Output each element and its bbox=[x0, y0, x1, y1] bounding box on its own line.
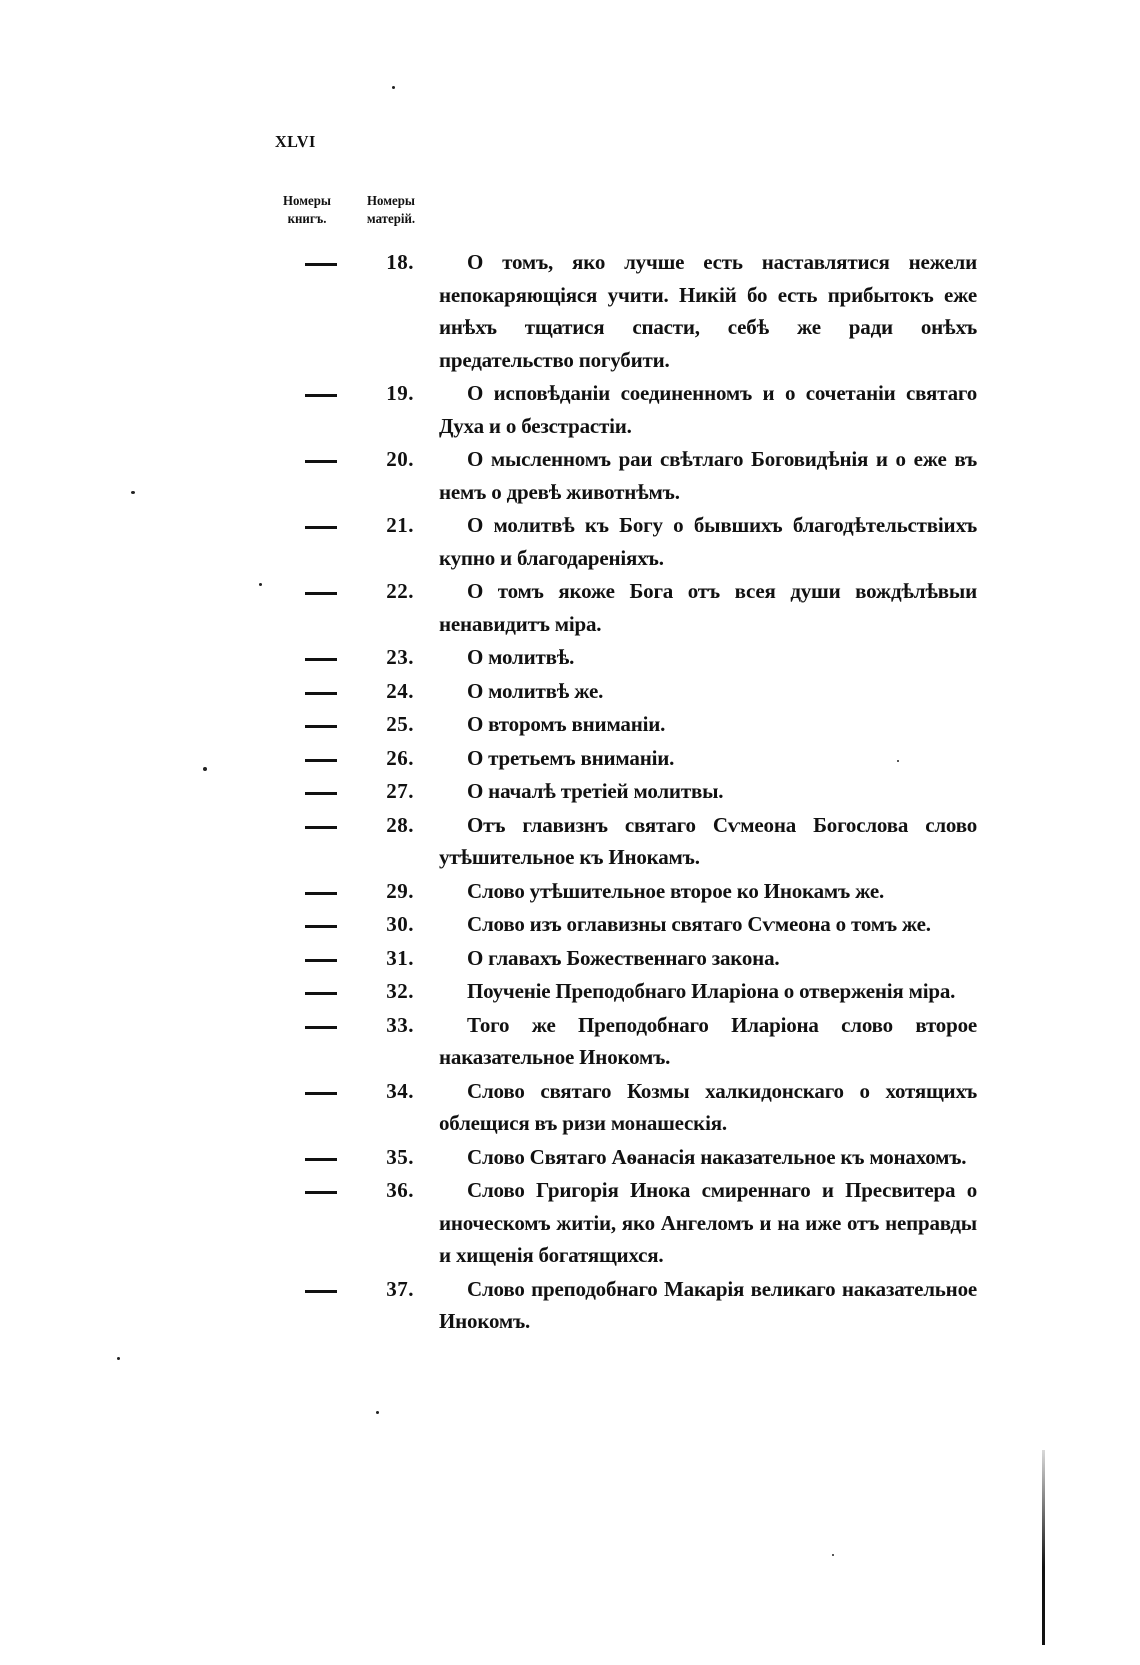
book-dash bbox=[305, 377, 337, 410]
entry-title: Слово Григорія Инока смиреннаго и Пресвитера о иноческомъ житіи, яко Ангеломъ и на иже отъ неправды и хищенія богатящихся. bbox=[439, 1178, 977, 1267]
entry-number: 34. bbox=[386, 1078, 414, 1103]
contents-entry bbox=[0, 641, 1140, 674]
entry-number: 33. bbox=[386, 1012, 414, 1037]
entry-number: 18. bbox=[386, 250, 414, 274]
contents-entry bbox=[0, 1141, 1140, 1174]
contents-entry bbox=[0, 1075, 1140, 1140]
contents-entry bbox=[0, 443, 1140, 508]
scan-speck bbox=[376, 1411, 379, 1414]
contents-list bbox=[0, 246, 1140, 1339]
contents-entry bbox=[0, 875, 1140, 908]
contents-entry bbox=[0, 1009, 1140, 1074]
book-dash bbox=[305, 1009, 337, 1042]
book-dash bbox=[305, 1273, 337, 1306]
contents-entry bbox=[0, 509, 1140, 574]
entry-title: О молитвѣ же. bbox=[467, 678, 604, 703]
entry-title: О главахъ Божественнаго закона. bbox=[467, 945, 780, 970]
column-header-books-line1: Номеры bbox=[283, 194, 331, 209]
scan-speck bbox=[117, 1357, 120, 1360]
book-dash bbox=[305, 875, 337, 908]
entry-number: 32. bbox=[386, 979, 414, 1003]
book-dash bbox=[305, 942, 337, 975]
entry-title: О исповѣданіи соединенномъ и о сочетаніи святаго Духа и о безстрастіи. bbox=[439, 381, 977, 438]
book-dash bbox=[305, 1075, 337, 1108]
page-edge-line bbox=[1042, 1450, 1045, 1645]
entry-number: 37. bbox=[386, 1276, 414, 1301]
contents-entry bbox=[0, 675, 1140, 708]
entry-number: 31. bbox=[386, 945, 414, 970]
book-dash bbox=[305, 509, 337, 542]
book-dash bbox=[305, 775, 337, 808]
contents-entry bbox=[0, 975, 1140, 1008]
entry-number: 26. bbox=[386, 745, 414, 770]
entry-title: О молитвѣ къ Богу о бывшихъ благодѣтельствіихъ купно и благодареніяхъ. bbox=[439, 513, 977, 570]
entry-number: 29. bbox=[386, 878, 414, 903]
column-header-books-line2: книгъ. bbox=[287, 212, 327, 227]
book-dash bbox=[305, 1141, 337, 1174]
entry-number: 21. bbox=[386, 513, 414, 537]
page-number: XLVI bbox=[275, 132, 316, 151]
entry-title: О началѣ третіей молитвы. bbox=[467, 779, 724, 803]
entry-number: 25. bbox=[386, 712, 414, 736]
entry-title: Отъ главизнъ святаго Сѵмеона Богослова слово утѣшительное къ Инокамъ. bbox=[439, 812, 977, 869]
contents-entry bbox=[0, 809, 1140, 874]
contents-entry bbox=[0, 908, 1140, 941]
book-dash bbox=[305, 1174, 337, 1207]
entry-number: 24. bbox=[386, 678, 414, 703]
scan-speck bbox=[832, 1554, 834, 1556]
entry-title: О второмъ вниманіи. bbox=[467, 712, 666, 736]
entry-number: 22. bbox=[386, 579, 414, 603]
contents-entry bbox=[0, 742, 1140, 775]
entry-number: 28. bbox=[386, 812, 414, 837]
contents-entry bbox=[0, 775, 1140, 808]
book-dash bbox=[305, 742, 337, 775]
book-dash bbox=[305, 708, 337, 741]
contents-entry bbox=[0, 942, 1140, 975]
entry-title: Того же Преподобнаго Иларіона слово второе наказательное Инокомъ. bbox=[439, 1012, 977, 1069]
entry-title: О томъ якоже Бога отъ всея души вождѣлѣвыи ненавидитъ міра. bbox=[439, 579, 977, 636]
contents-entry bbox=[0, 575, 1140, 640]
entry-number: 23. bbox=[386, 645, 414, 669]
entry-title: Слово преподобнаго Макарія великаго наказательное Инокомъ. bbox=[439, 1276, 977, 1333]
entry-number: 36. bbox=[386, 1178, 414, 1202]
entry-title: О молитвѣ. bbox=[467, 645, 575, 669]
book-dash bbox=[305, 575, 337, 608]
entry-number: 35. bbox=[386, 1144, 414, 1169]
entry-title: Слово Святаго Аѳанасія наказательное къ монахомъ. bbox=[467, 1144, 967, 1169]
contents-entry bbox=[0, 1273, 1140, 1338]
column-header-matters bbox=[358, 193, 424, 229]
column-header-matters-line2: матерій. bbox=[366, 212, 416, 227]
entry-title: О мысленномъ раи свѣтлаго Боговидѣнія и о еже въ немъ о древѣ животнѣмъ. bbox=[439, 447, 977, 504]
column-header-matters-line1: Номеры bbox=[367, 194, 415, 209]
book-dash bbox=[305, 908, 337, 941]
scan-speck bbox=[392, 86, 395, 89]
entry-number: 30. bbox=[386, 912, 414, 936]
entry-title: О третьемъ вниманіи. bbox=[467, 745, 675, 770]
book-dash bbox=[305, 675, 337, 708]
entry-title: Слово святаго Козмы халкидонскаго о хотящихъ облещися въ ризи монашескія. bbox=[439, 1078, 977, 1135]
book-dash bbox=[305, 246, 337, 279]
column-header-books bbox=[275, 193, 339, 229]
book-dash bbox=[305, 443, 337, 476]
contents-entry bbox=[0, 377, 1140, 442]
book-dash bbox=[305, 641, 337, 674]
book-dash bbox=[305, 975, 337, 1008]
entry-title: Слово утѣшительное второе ко Инокамъ же. bbox=[467, 878, 885, 903]
entry-number: 19. bbox=[386, 381, 414, 405]
entry-number: 20. bbox=[386, 447, 414, 471]
contents-entry bbox=[0, 246, 1140, 376]
contents-entry bbox=[0, 708, 1140, 741]
entry-title: О томъ, яко лучше есть наставлятися нежели непокаряющіяся учити. Никій бо есть прибытокъ еже инѣхъ тщатися спасти, себѣ же ради онѣхъ предательство погубити. bbox=[439, 250, 977, 372]
book-dash bbox=[305, 809, 337, 842]
contents-entry bbox=[0, 1174, 1140, 1272]
entry-title: Поученіе Преподобнаго Иларіона о отверженія міра. bbox=[467, 979, 956, 1003]
entry-title: Слово изъ оглавизны святаго Сѵмеона о томъ же. bbox=[467, 912, 931, 936]
entry-number: 27. bbox=[386, 779, 414, 803]
